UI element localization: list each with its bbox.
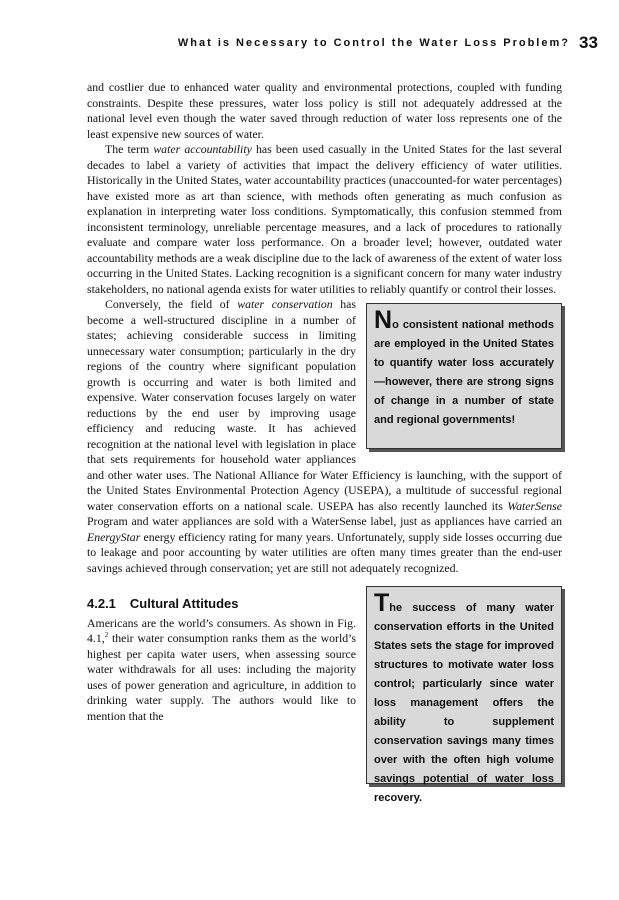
running-head: What is Necessary to Control the Water Loss Problem? xyxy=(177,37,570,49)
callout-conservation-success xyxy=(366,586,562,804)
program-energystar: EnergyStar xyxy=(87,529,141,544)
callout-dropcap: T xyxy=(374,589,390,617)
program-watersense: WaterSense xyxy=(507,498,562,513)
body-text xyxy=(87,80,562,804)
term-water-conservation: water conservation xyxy=(237,297,333,311)
callout-text: he success of many water conservation efforts in the United States sets the stage for improved structures to motivate water loss control; particularly since water loss management offers the ability to supplement conservation savings many times over with the often high volume savings potential of water loss recovery. xyxy=(374,602,554,804)
callout-dropcap: N xyxy=(374,306,393,334)
paragraph-3: Conversely, the field of water conservation has become a well-structured discipline in a number of states; achieving considerable success in limiting unnecessary water consumption; particularly in the dry regions of the country where significant population growth is occurring and water is both limited and expensive. Water conservation focuses largely on water reductions by the end user by improving usage efficiency and reducing waste. It has achieved recognition at the national level with legislation in place that sets requirements for household water appliances and other water uses. The National Alliance for Water Efficiency is launching, with the support of the United States Environmental Protection Agency (USEPA), a multitude of successful regional water conservation efforts on a national scale. USEPA has also recently launched its WaterSense Program and water appliances are sold with a WaterSense label, just as appliances have carried an EnergyStar energy efficiency rating for many years. Unfortunately, supply side losses occurring due to leakage and poor accounting by water utilities are often many times greater than the end-user savings achieved through conservation; yet are still not adequately recognized. xyxy=(87,297,562,575)
callout-national-methods xyxy=(366,303,562,449)
paragraph-1: and costlier due to enhanced water quality and environmental protections, coupled with funding constraints. Despite these pressures, water loss policy is still not adequately addressed at the national level even though the water saved through reduction of water loss represents one of the least expensive new sources of water. xyxy=(87,80,562,141)
callout-text: o consistent national methods are employed in the United States to quantify water loss accurately—however, there are strong signs of change in a number of state and regional governments! xyxy=(374,319,554,426)
term-water-accountability: water accountability xyxy=(153,142,252,156)
page-number: 33 xyxy=(579,33,598,52)
footnote-ref: 2 xyxy=(104,631,109,640)
section-title: Cultural Attitudes xyxy=(129,596,239,611)
section-number: 4.2.1 xyxy=(87,596,116,611)
paragraph-4: Americans are the world’s consumers. As shown in Fig. 4.1,$^2$ their water consumption ranks them as the world’s highest per capita water users, when assessing source water withdrawals for all uses: including the majority uses of power generation and agriculture, in addition to drinking water supply. The authors would like to mention that the xyxy=(87,615,356,723)
paragraph-2: The term water accountability has been used casually in the United States for the last several decades to label a variety of activities that impact the delivery efficiency of water utilities. Historically in the United States, water accountability practices (unaccounted-for water percentages) have existed more as art than science, with methods often generating as much confusion as explanation in interpreting water loss conditions. Symptomatically, this confusion stemmed from inconsistent terminology, unreliable percentage measures, and a lack of procedures to rationally evaluate and compare water loss performance. On a broader level; however, outdated water accountability methods are a weak discipline due to the lack of awareness of the extent of water loss occurring in the United States. Lacking recognition is a significant concern for many water industry stakeholders, no national agenda exists for water utilities to reliably quantify or control their losses. xyxy=(87,142,562,296)
